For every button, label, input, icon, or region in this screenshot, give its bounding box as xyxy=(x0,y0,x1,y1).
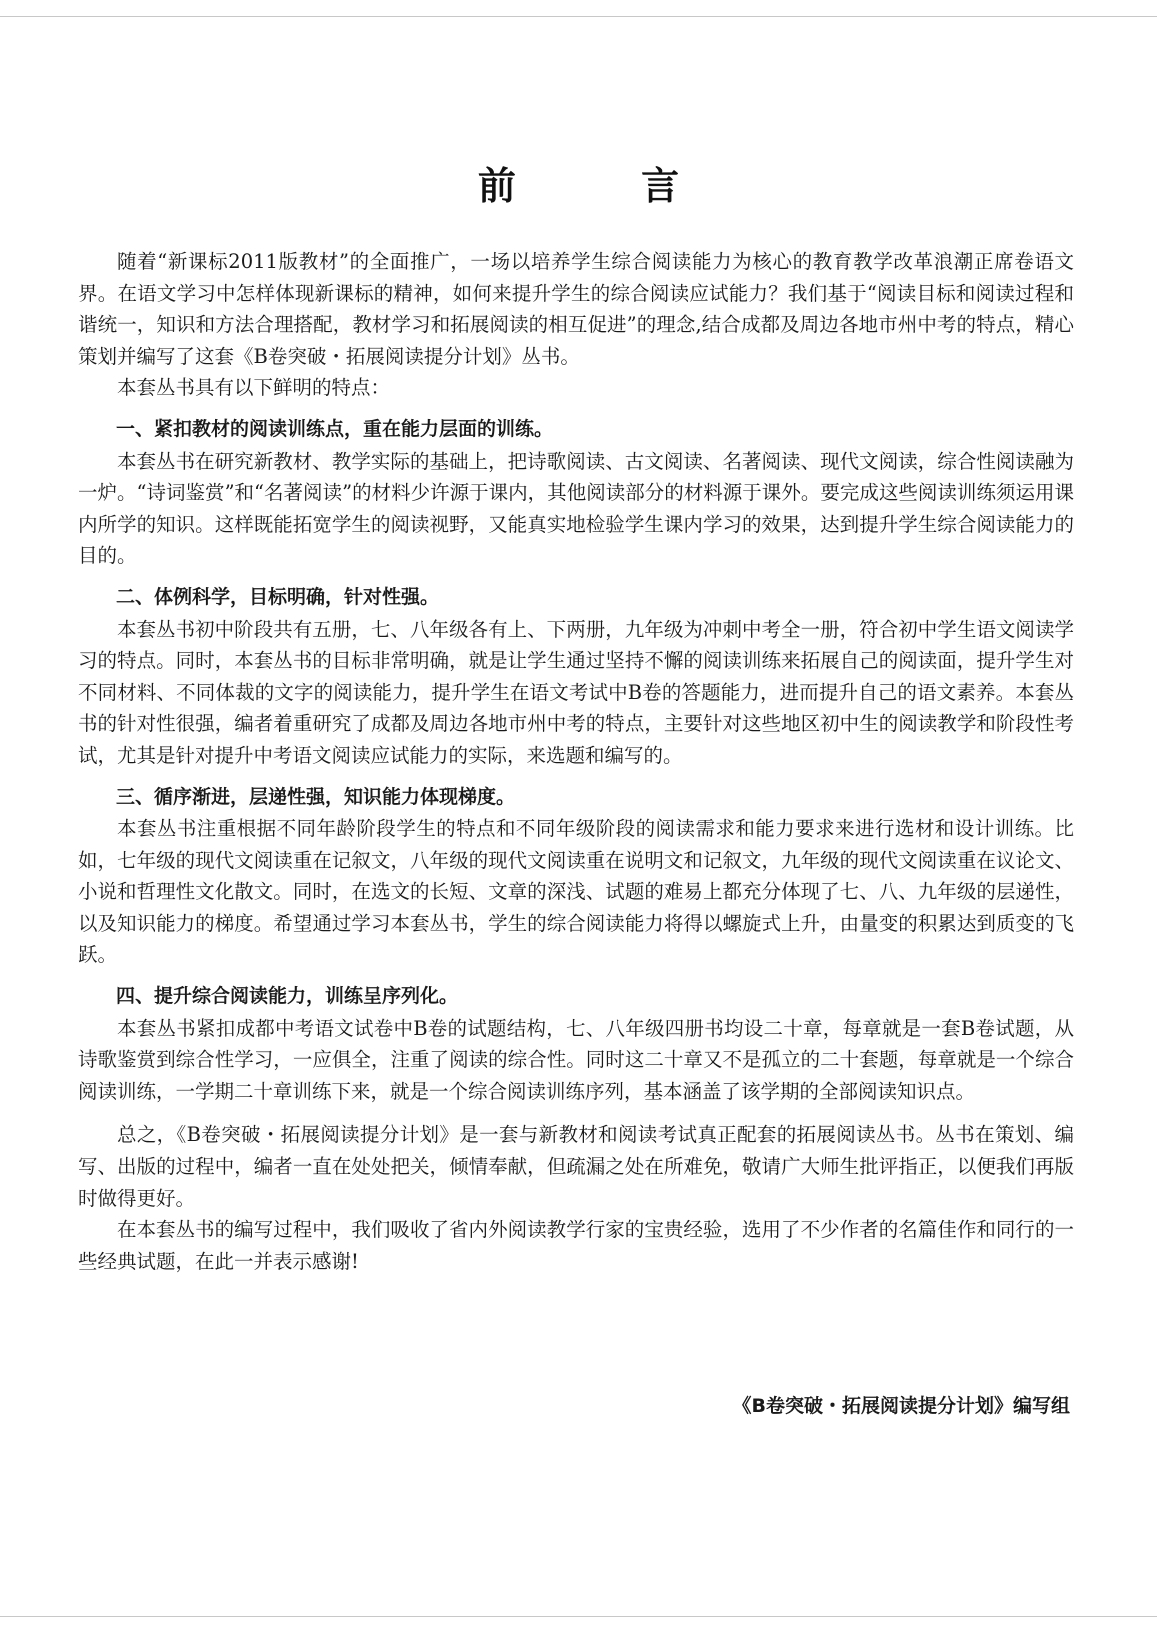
section-heading: 一、紧扣教材的阅读训练点，重在能力层面的训练。 xyxy=(116,417,554,440)
intro-paragraph: 随着“新课标2011版教材”的全面推广，一场以培养学生综合阅读能力为核心的教育教学改革浪潮正席卷语文界。在语文学习中怎样体现新课标的精神，如何来提升学生的综合阅读应试能力？我们基于“阅读目标和阅读过程和谐统一，知识和方法合理搭配，教材学习和拓展阅读的相互促进”的理念,结合成都及周边各地市州中考的特点，精心策划并编写了这套《B卷突破・拓展阅读提分计划》丛书。 xyxy=(78,250,1074,368)
section-heading: 四、提升综合阅读能力，训练呈序列化。 xyxy=(116,985,459,1008)
page-title: 前 言 xyxy=(477,164,736,209)
section-heading: 二、体例科学，目标明确，针对性强。 xyxy=(116,585,440,608)
top-rule xyxy=(0,16,1157,17)
closing-paragraph: 总之，《B卷突破・拓展阅读提分计划》是一套与新教材和阅读考试真正配套的拓展阅读丛书。丛书在策划、编写、出版的过程中，编者一直在处处把关，倾情奉献，但疏漏之处在所难免，敬请广大师生批评指正，以便我们再版时做得更好。 xyxy=(78,1123,1074,1210)
section-body: 本套丛书注重根据不同年龄阶段学生的特点和不同年级阶段的阅读需求和能力要求来进行选材和设计训练。比如，七年级的现代文阅读重在记叙文，八年级的现代文阅读重在说明文和记叙文，九年级的现代文阅读重在议论文、小说和哲理性文化散文。同时，在选文的长短、文章的深浅、试题的难易上都充分体现了七、八、九年级的层递性，以及知识能力的梯度。希望通过学习本套丛书，学生的综合阅读能力将得以螺旋式上升，由量变的积累达到质变的飞跃。 xyxy=(78,817,1074,967)
section-body: 本套丛书初中阶段共有五册，七、八年级各有上、下两册，九年级为冲刺中考全一册，符合初中学生语文阅读学习的特点。同时，本套丛书的目标非常明确，就是让学生通过坚持不懈的阅读训练来拓展自己的阅读面，提升学生对不同材料、不同体裁的文字的阅读能力，提升学生在语文考试中B卷的答题能力，进而提升自己的语文素养。本套丛书的针对性很强，编者着重研究了成都及周边各地市州中考的特点，主要针对这些地区初中生的阅读教学和阶段性考试，尤其是针对提升中考语文阅读应试能力的实际，来选题和编写的。 xyxy=(78,617,1074,767)
bottom-rule xyxy=(0,1616,1157,1617)
section-body: 本套丛书在研究新教材、教学实际的基础上，把诗歌阅读、古文阅读、名著阅读、现代文阅读，综合性阅读融为一炉。“诗词鉴赏”和“名著阅读”的材料少许源于课内，其他阅读部分的材料源于课外。要完成这些阅读训练须运用课内所学的知识。这样既能拓宽学生的阅读视野，又能真实地检验学生课内学习的效果，达到提升学生综合阅读能力的目的。 xyxy=(78,449,1074,568)
section-body: 本套丛书紧扣成都中考语文试卷中B卷的试题结构，七、八年级四册书均设二十章，每章就是一套B卷试题，从诗歌鉴赏到综合性学习，一应俱全，注重了阅读的综合性。同时这二十章又不是孤立的二十套题，每章就是一个综合阅读训练，一学期二十章训练下来，就是一个综合阅读训练序列，基本涵盖了该学期的全部阅读知识点。 xyxy=(78,1016,1074,1103)
signature: 《B卷突破・拓展阅读提分计划》编写组 xyxy=(732,1395,1070,1417)
section-heading: 三、循序渐进，层递性强，知识能力体现梯度。 xyxy=(116,785,516,808)
closing-paragraph: 在本套丛书的编写过程中，我们吸收了省内外阅读教学行家的宝贵经验，选用了不少作者的名篇佳作和同行的一些经典试题，在此一并表示感谢! xyxy=(78,1218,1074,1273)
preface-body xyxy=(78,246,1074,1277)
intro-paragraph: 本套丛书具有以下鲜明的特点： xyxy=(117,376,391,400)
